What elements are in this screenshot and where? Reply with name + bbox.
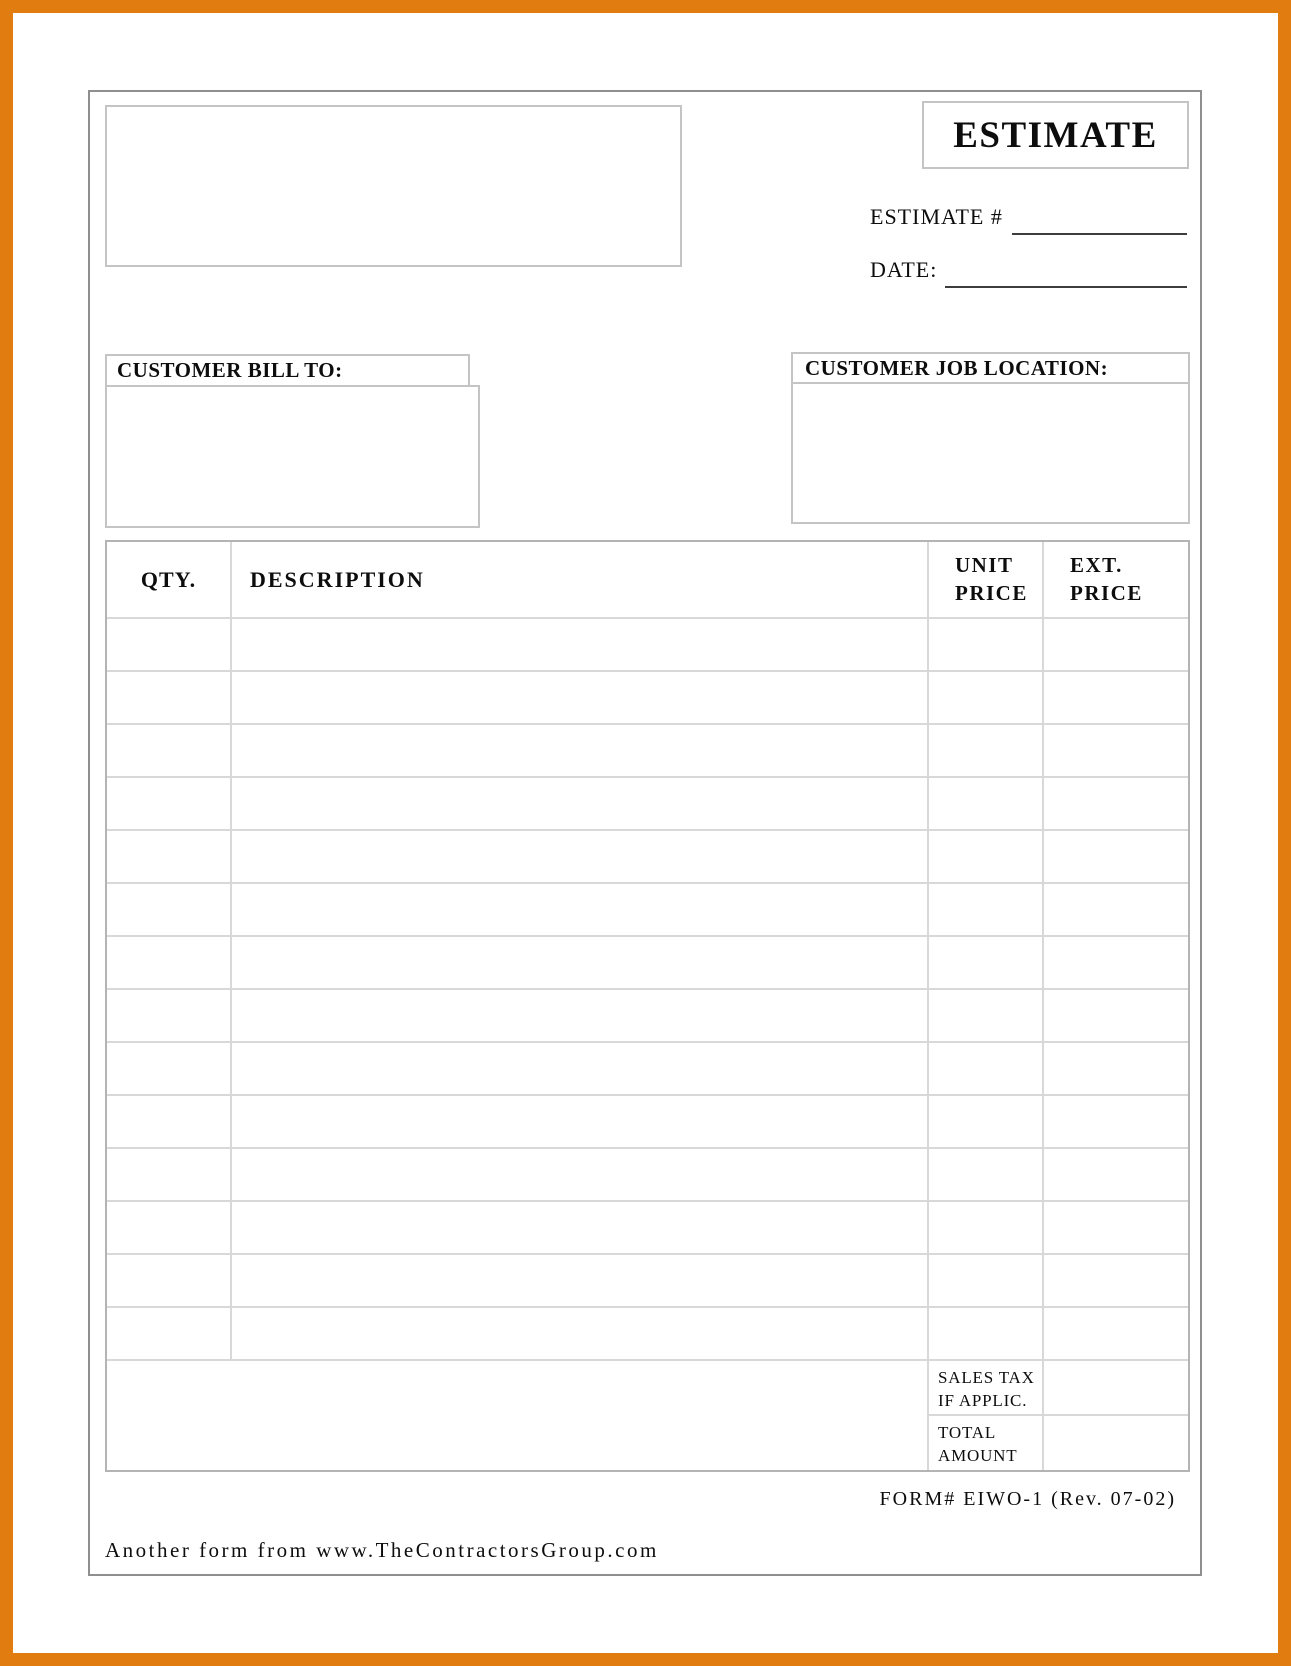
item-cell-r5-c2[interactable] — [232, 831, 929, 884]
estimate-number-label: ESTIMATE # — [870, 204, 1003, 229]
job-location-entry-box[interactable] — [793, 384, 1188, 520]
item-cell-r12-c2[interactable] — [232, 1202, 929, 1255]
column-header-description: DESCRIPTION — [232, 542, 929, 619]
job-location-box — [791, 352, 1190, 524]
item-cell-r13-c1[interactable] — [107, 1255, 232, 1308]
footer-credit-line: Another form from www.TheContractorsGroup.com — [105, 1538, 659, 1562]
estimate-form-page — [88, 90, 1202, 1576]
item-cell-r11-c4[interactable] — [1044, 1149, 1188, 1202]
job-location-header: CUSTOMER JOB LOCATION: — [793, 354, 1188, 384]
item-cell-r11-c1[interactable] — [107, 1149, 232, 1202]
item-cell-r13-c2[interactable] — [232, 1255, 929, 1308]
item-cell-r8-c2[interactable] — [232, 990, 929, 1043]
item-cell-r3-c1[interactable] — [107, 725, 232, 778]
item-cell-r5-c4[interactable] — [1044, 831, 1188, 884]
item-cell-r3-c2[interactable] — [232, 725, 929, 778]
item-cell-r7-c1[interactable] — [107, 937, 232, 990]
item-cell-r8-c3[interactable] — [929, 990, 1044, 1043]
item-cell-r9-c2[interactable] — [232, 1043, 929, 1096]
item-cell-r10-c2[interactable] — [232, 1096, 929, 1149]
item-cell-r1-c2[interactable] — [232, 619, 929, 672]
form-title: ESTIMATE — [953, 114, 1158, 156]
form-title-box — [922, 101, 1189, 169]
item-cell-r8-c1[interactable] — [107, 990, 232, 1043]
item-cell-r13-c3[interactable] — [929, 1255, 1044, 1308]
item-cell-r11-c2[interactable] — [232, 1149, 929, 1202]
item-cell-r2-c1[interactable] — [107, 672, 232, 725]
column-header-qty: QTY. — [107, 542, 232, 619]
item-cell-r5-c3[interactable] — [929, 831, 1044, 884]
item-cell-r12-c4[interactable] — [1044, 1202, 1188, 1255]
item-cell-r9-c4[interactable] — [1044, 1043, 1188, 1096]
item-cell-r2-c3[interactable] — [929, 672, 1044, 725]
item-cell-r2-c4[interactable] — [1044, 672, 1188, 725]
notes-merged-cell[interactable] — [107, 1361, 929, 1470]
company-letterhead-box[interactable] — [105, 105, 682, 267]
estimate-number-input-line[interactable] — [1012, 233, 1187, 235]
item-cell-r1-c4[interactable] — [1044, 619, 1188, 672]
sales-tax-value-cell[interactable] — [1044, 1361, 1188, 1416]
bill-to-entry-box[interactable] — [105, 385, 480, 528]
item-cell-r2-c2[interactable] — [232, 672, 929, 725]
item-cell-r14-c1[interactable] — [107, 1308, 232, 1361]
item-cell-r3-c3[interactable] — [929, 725, 1044, 778]
item-cell-r10-c3[interactable] — [929, 1096, 1044, 1149]
item-cell-r7-c4[interactable] — [1044, 937, 1188, 990]
item-cell-r13-c4[interactable] — [1044, 1255, 1188, 1308]
item-cell-r4-c2[interactable] — [232, 778, 929, 831]
item-cell-r6-c2[interactable] — [232, 884, 929, 937]
item-cell-r6-c3[interactable] — [929, 884, 1044, 937]
total-amount-label: TOTAL AMOUNT — [929, 1416, 1044, 1470]
form-number-text: FORM# EIWO-1 (Rev. 07-02) — [879, 1488, 1176, 1510]
item-cell-r14-c3[interactable] — [929, 1308, 1044, 1361]
item-cell-r10-c1[interactable] — [107, 1096, 232, 1149]
total-amount-value-cell[interactable] — [1044, 1416, 1188, 1470]
item-cell-r9-c3[interactable] — [929, 1043, 1044, 1096]
item-cell-r7-c2[interactable] — [232, 937, 929, 990]
item-cell-r1-c1[interactable] — [107, 619, 232, 672]
item-cell-r3-c4[interactable] — [1044, 725, 1188, 778]
item-cell-r11-c3[interactable] — [929, 1149, 1044, 1202]
column-header-ext-price: EXT. PRICE — [1044, 542, 1188, 619]
date-input-line[interactable] — [945, 286, 1187, 288]
item-cell-r4-c1[interactable] — [107, 778, 232, 831]
item-cell-r14-c4[interactable] — [1044, 1308, 1188, 1361]
item-cell-r12-c3[interactable] — [929, 1202, 1044, 1255]
item-cell-r7-c3[interactable] — [929, 937, 1044, 990]
item-cell-r9-c1[interactable] — [107, 1043, 232, 1096]
item-cell-r6-c4[interactable] — [1044, 884, 1188, 937]
bill-to-header: CUSTOMER BILL TO: — [105, 354, 470, 385]
item-cell-r1-c3[interactable] — [929, 619, 1044, 672]
item-cell-r6-c1[interactable] — [107, 884, 232, 937]
date-label: DATE: — [870, 257, 938, 282]
column-header-unit-price: UNIT PRICE — [929, 542, 1044, 619]
sales-tax-label: SALES TAX IF APPLIC. — [929, 1361, 1044, 1416]
item-cell-r14-c2[interactable] — [232, 1308, 929, 1361]
item-cell-r4-c3[interactable] — [929, 778, 1044, 831]
item-cell-r4-c4[interactable] — [1044, 778, 1188, 831]
item-cell-r5-c1[interactable] — [107, 831, 232, 884]
item-cell-r8-c4[interactable] — [1044, 990, 1188, 1043]
item-cell-r10-c4[interactable] — [1044, 1096, 1188, 1149]
line-items-table — [105, 540, 1190, 1472]
item-cell-r12-c1[interactable] — [107, 1202, 232, 1255]
